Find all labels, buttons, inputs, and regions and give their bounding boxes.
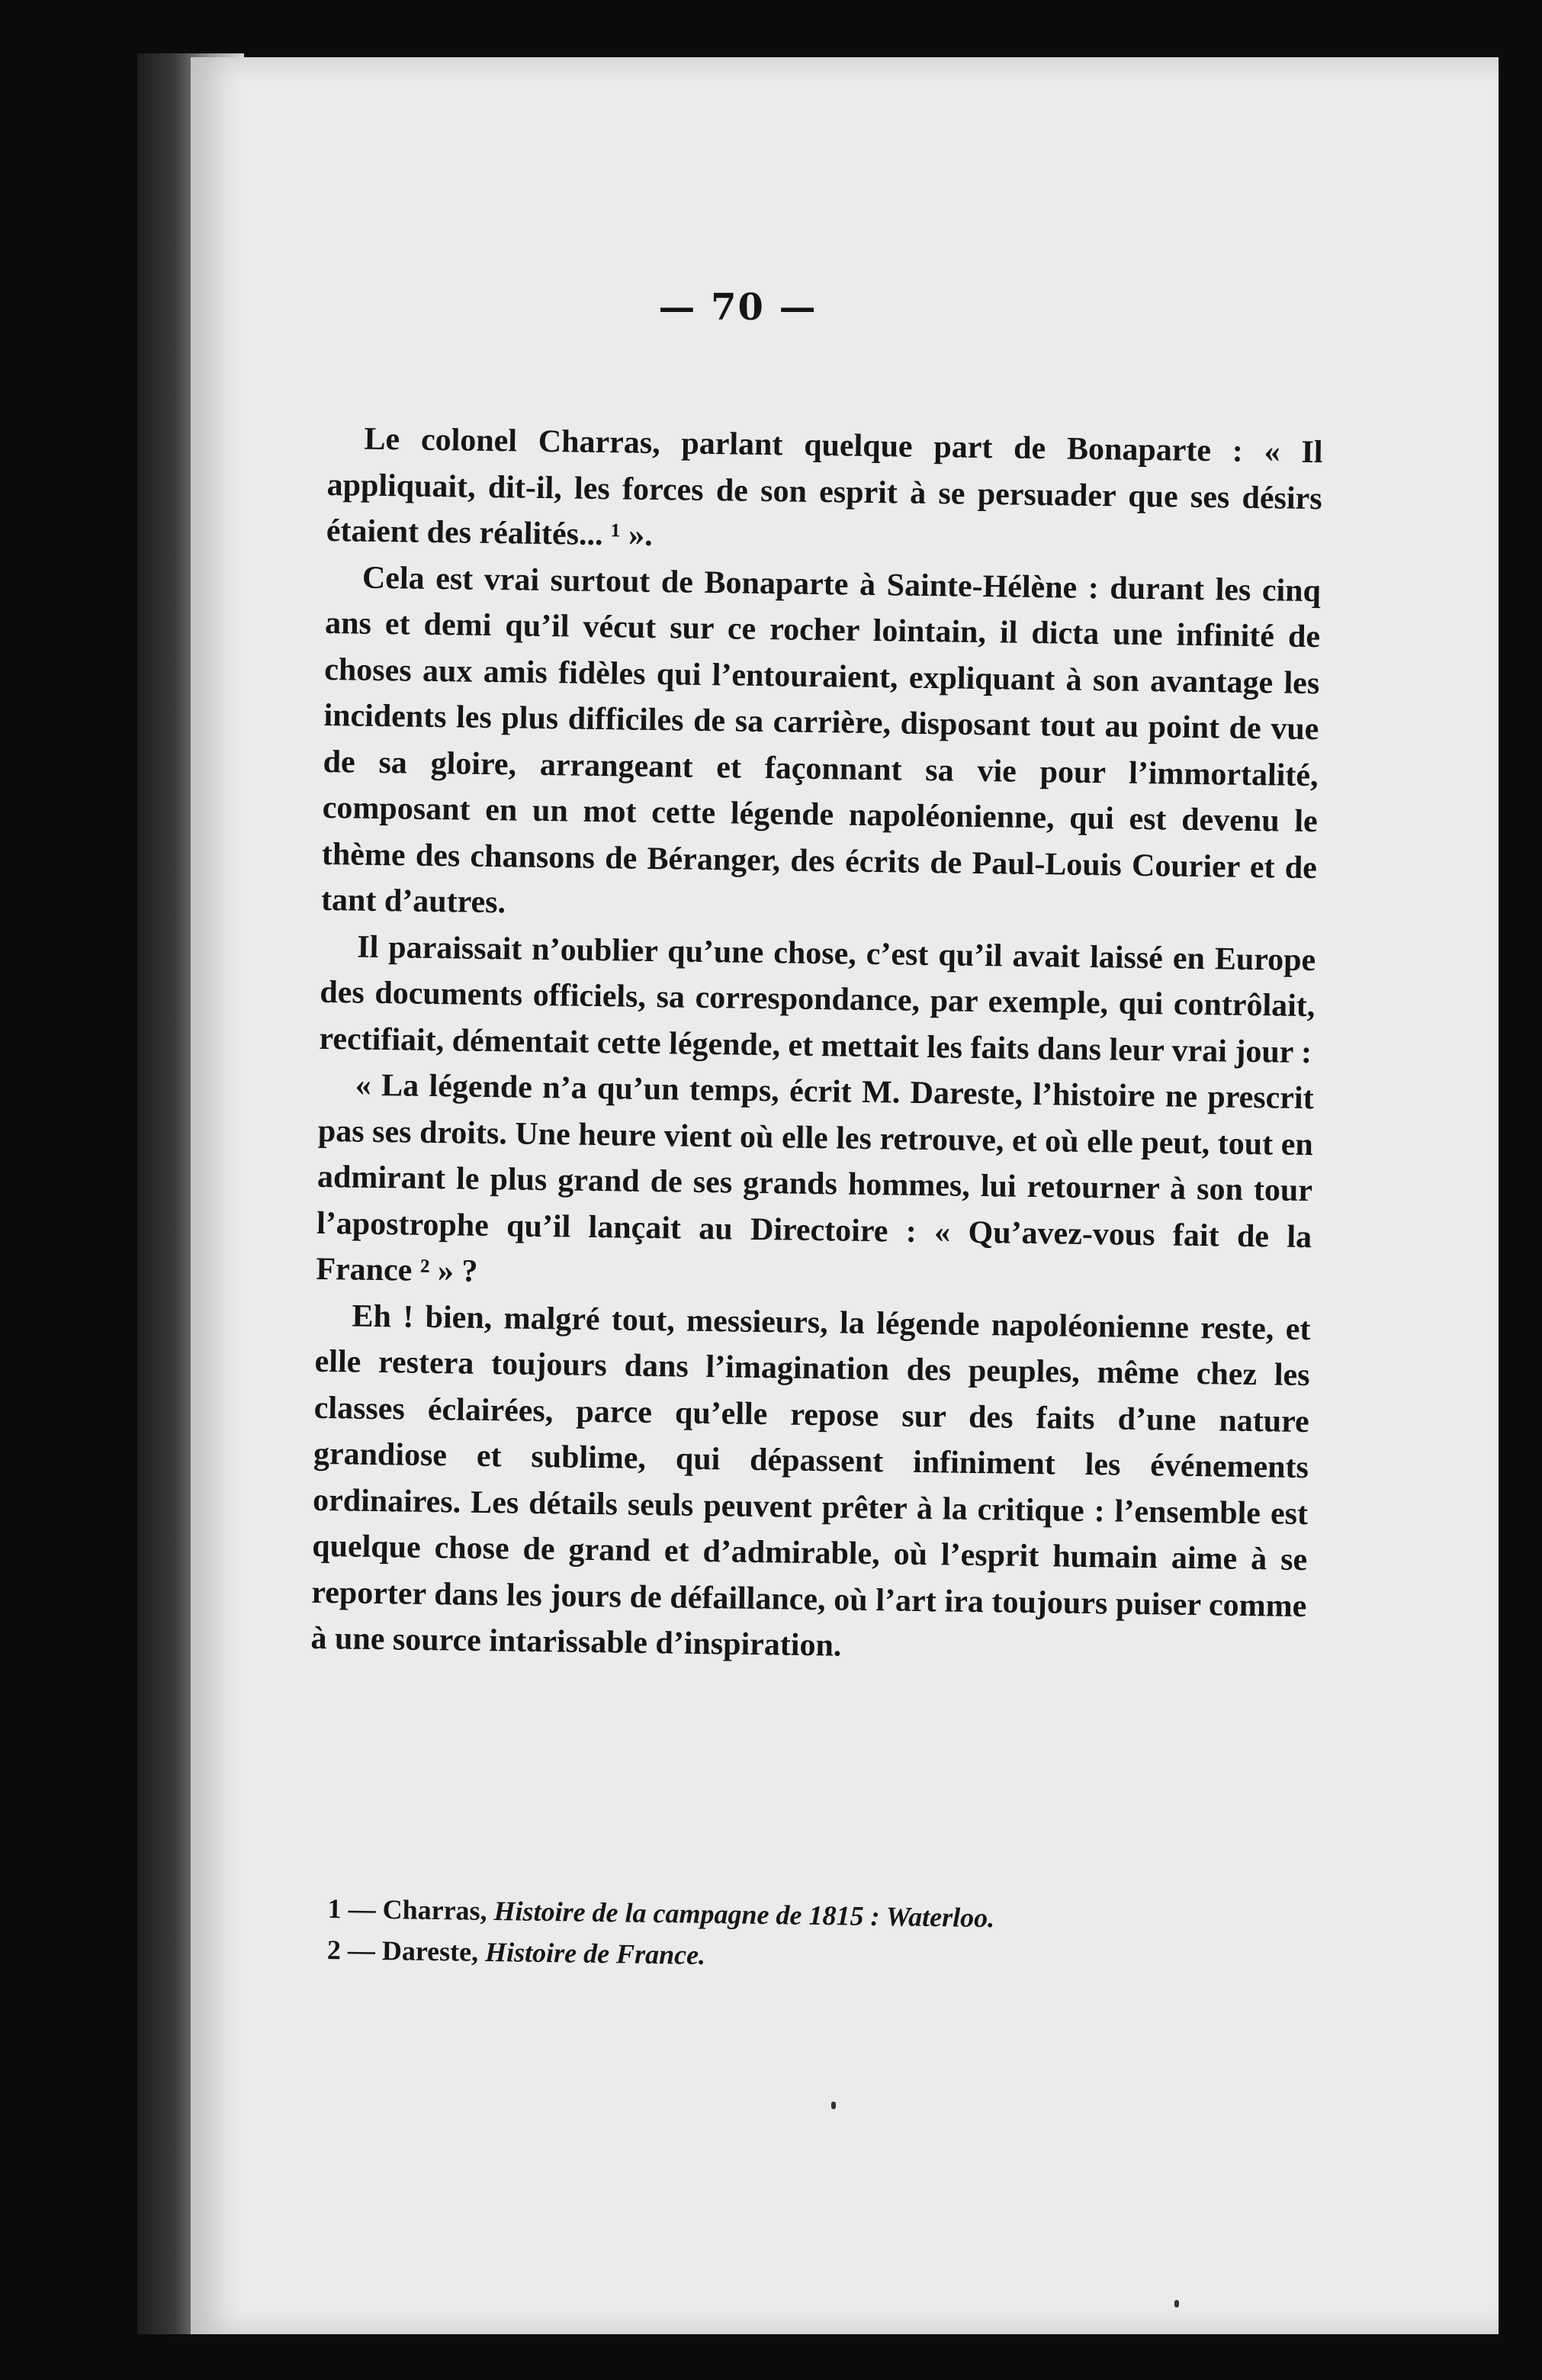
footnote-1-author: Charras,: [382, 1894, 487, 1926]
footnote-2-author: Dareste,: [381, 1935, 479, 1967]
footnote-2-marker: 2 —: [326, 1934, 376, 1966]
paragraph-5: Eh ! bien, malgré tout, messieurs, la légende napoléonienne reste, et elle restera toujours dans l’imagination des peuples, même chez les classes éclairées, parce qu’elle repose sur des faits d’une nature grandiose et sublime, qui dépassent infiniment les événements ordinaires. Les détails seuls peuvent prêter à la critique : l’ensemble est quelque chose de grand et d’admirable, où l’esprit humain aime à se reporter dans les jours de défaillance, où l’art ira toujours puiser comme à une source intarissable d’inspiration.: [310, 1298, 1311, 1664]
scan-speck: [831, 2102, 836, 2109]
footnotes: [326, 1888, 1322, 1984]
footnote-2-title: Histoire de France.: [484, 1936, 706, 1970]
scan-speck: [1174, 2300, 1179, 2308]
footnote-1-marker: 1 —: [327, 1893, 376, 1925]
body-text: [310, 416, 1323, 1676]
paragraph-2: Cela est vrai surtout de Bonaparte à Sainte-Hélène : durant les cinq ans et demi qu’il vécut sur ce rocher lointain, il dicta une infinité de choses aux amis fidèles qui l’entouraient, expliquant à son avantage les incidents les plus difficiles de sa carrière, disposant tout au point de vue de sa gloire, arrangeant et façonnant sa vie pour l’immortalité, composant en un mot cette légende napoléonienne, qui est devenu le thème des chansons de Béranger, des écrits de Paul-Louis Courier et de tant d’autres.: [320, 560, 1322, 921]
paragraph-1: Le colonel Charras, parlant quelque part de Bonaparte : « Il appliquait, dit-il, les forces de son esprit à se persuader que ses désirs étaient des réalités... ¹ ».: [326, 421, 1323, 553]
page-number: — 70 —: [658, 286, 818, 329]
book-page: [191, 57, 1499, 2334]
footnote-1-title: Histoire de la campagne de 1815 : Waterloo.: [493, 1896, 995, 1934]
paragraph-4-quote: « La légende n’a qu’un temps, écrit M. Dareste, l’histoire ne prescrit pas ses droits. Une heure vient où elle les retrouve, et où elle peut, tout en admirant le plus grand de ses grands hommes, lui retourner à son tour l’apostrophe qu’il lançait au Directoire : « Qu’avez-vous fait de la France ² » ?: [316, 1067, 1314, 1289]
paragraph-3: Il paraissait n’oublier qu’une chose, c’est qu’il avait laissé en Europe des documents officiels, sa correspondance, par exemple, qui contrôlait, rectifiait, démentait cette légende, et mettait les faits dans leur vrai jour :: [319, 929, 1316, 1070]
